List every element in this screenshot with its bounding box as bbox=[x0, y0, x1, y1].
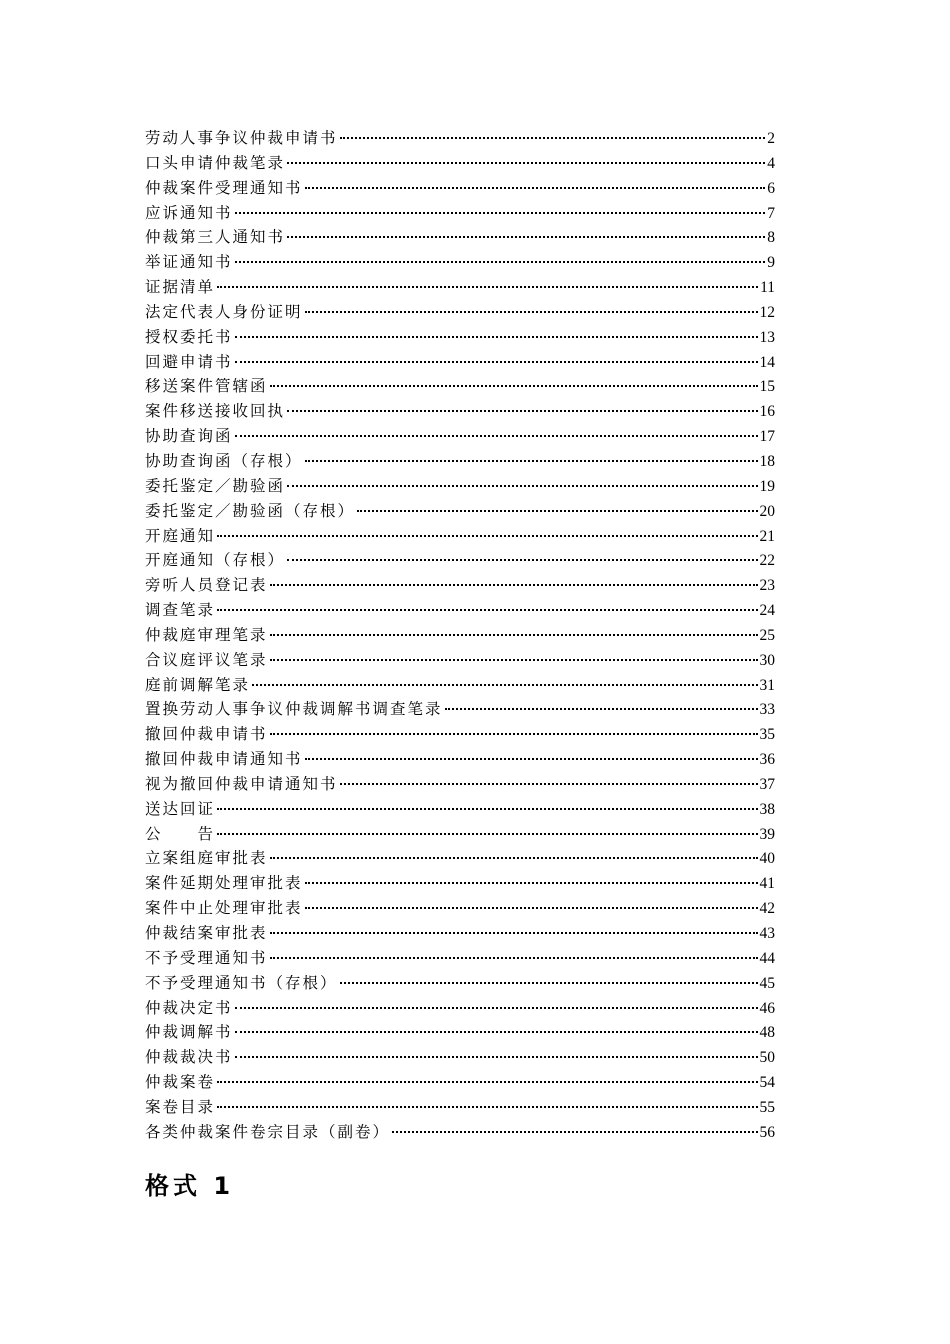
toc-dot-leader bbox=[270, 659, 758, 661]
toc-entry[interactable] bbox=[145, 474, 775, 499]
toc-entry-title: 仲裁案件受理通知书 bbox=[145, 178, 303, 197]
toc-entry[interactable] bbox=[145, 499, 775, 524]
toc-dot-leader bbox=[252, 684, 757, 686]
toc-dot-leader bbox=[392, 1131, 757, 1133]
toc-entry[interactable] bbox=[145, 896, 775, 921]
toc-entry-page-number: 39 bbox=[759, 825, 775, 843]
toc-entry-page-number: 21 bbox=[759, 527, 775, 545]
toc-dot-leader bbox=[305, 460, 758, 462]
toc-dot-leader bbox=[445, 708, 758, 710]
toc-entry[interactable] bbox=[145, 648, 775, 673]
toc-entry-title: 合议庭评议笔录 bbox=[145, 650, 268, 669]
toc-entry[interactable] bbox=[145, 797, 775, 822]
toc-entry-title: 仲裁案卷 bbox=[145, 1073, 216, 1092]
toc-dot-leader bbox=[217, 1106, 757, 1108]
toc-dot-leader bbox=[305, 882, 758, 884]
toc-dot-leader bbox=[270, 584, 758, 586]
toc-entry[interactable] bbox=[145, 1095, 775, 1120]
toc-entry-title: 庭前调解笔录 bbox=[145, 675, 251, 694]
toc-entry-page-number: 41 bbox=[759, 875, 775, 893]
toc-entry-title: 仲裁结案审批表 bbox=[145, 924, 268, 942]
toc-dot-leader bbox=[270, 957, 758, 959]
toc-entry[interactable] bbox=[145, 1020, 775, 1045]
toc-dot-leader bbox=[235, 1007, 758, 1009]
toc-dot-leader bbox=[340, 783, 758, 785]
toc-entry[interactable] bbox=[145, 946, 775, 971]
toc-entry-page-number: 48 bbox=[759, 1024, 775, 1042]
toc-entry-title: 回避申请书 bbox=[145, 352, 233, 371]
toc-entry-page-number: 42 bbox=[759, 900, 775, 918]
toc-entry-title: 调查笔录 bbox=[145, 601, 216, 620]
toc-entry-page-number: 4 bbox=[767, 154, 775, 172]
toc-entry-title: 口头申请仲裁笔录 bbox=[145, 153, 286, 172]
toc-entry-page-number: 14 bbox=[759, 353, 775, 371]
toc-entry-page-number: 46 bbox=[759, 999, 775, 1017]
toc-dot-leader bbox=[287, 236, 765, 238]
toc-entry-title: 劳动人事争议仲裁申请书 bbox=[145, 129, 338, 147]
toc-entry-title: 协助查询函（存根） bbox=[145, 451, 303, 470]
section-heading: 格式 1 bbox=[145, 1172, 235, 1200]
toc-dot-leader bbox=[340, 137, 766, 139]
toc-entry[interactable] bbox=[145, 772, 775, 797]
toc-entry[interactable] bbox=[145, 300, 775, 325]
toc-entry-page-number: 2 bbox=[767, 130, 775, 147]
toc-entry[interactable] bbox=[145, 524, 775, 549]
toc-entry[interactable] bbox=[145, 250, 775, 275]
toc-entry[interactable] bbox=[145, 449, 775, 474]
toc-entry-page-number: 13 bbox=[759, 328, 775, 346]
toc-entry-title: 移送案件管辖函 bbox=[145, 377, 268, 396]
toc-entry-page-number: 6 bbox=[767, 179, 775, 197]
toc-entry-title: 各类仲裁案件卷宗目录（副卷） bbox=[145, 1122, 391, 1141]
toc-dot-leader bbox=[217, 1081, 757, 1083]
toc-entry-title: 开庭通知（存根） bbox=[145, 551, 286, 570]
toc-entry[interactable] bbox=[145, 747, 775, 772]
toc-entry-page-number: 50 bbox=[759, 1049, 775, 1067]
toc-entry[interactable] bbox=[145, 598, 775, 623]
toc-dot-leader bbox=[270, 733, 758, 735]
toc-entry-title: 置换劳动人事争议仲裁调解书调查笔录 bbox=[145, 700, 443, 719]
toc-entry[interactable] bbox=[145, 176, 775, 201]
toc-entry-title: 案件中止处理审批表 bbox=[145, 899, 303, 918]
toc-dot-leader bbox=[287, 162, 765, 164]
toc-entry-title: 仲裁调解书 bbox=[145, 1023, 233, 1042]
toc-entry-page-number: 30 bbox=[759, 651, 775, 669]
toc-dot-leader bbox=[305, 907, 758, 909]
toc-entry-page-number: 35 bbox=[759, 726, 775, 744]
toc-dot-leader bbox=[357, 510, 757, 512]
toc-dot-leader bbox=[217, 535, 757, 537]
toc-entry-page-number: 15 bbox=[759, 378, 775, 396]
toc-entry-page-number: 23 bbox=[759, 577, 775, 595]
toc-dot-leader bbox=[235, 212, 766, 214]
toc-entry[interactable] bbox=[145, 151, 775, 176]
toc-entry-page-number: 19 bbox=[759, 477, 775, 495]
toc-entry[interactable] bbox=[145, 126, 775, 151]
toc-entry-title: 案件移送接收回执 bbox=[145, 402, 286, 421]
toc-entry[interactable] bbox=[145, 871, 775, 896]
toc-entry-title: 开庭通知 bbox=[145, 526, 216, 545]
toc-entry-page-number: 37 bbox=[759, 775, 775, 793]
toc-entry-page-number: 33 bbox=[759, 701, 775, 719]
toc-entry[interactable] bbox=[145, 822, 775, 847]
toc-entry-title: 撤回仲裁申请通知书 bbox=[145, 750, 303, 769]
toc-entry-title: 不予受理通知书 bbox=[145, 948, 268, 967]
toc-entry[interactable] bbox=[145, 350, 775, 375]
toc-entry-page-number: 16 bbox=[759, 403, 775, 421]
toc-entry[interactable] bbox=[145, 325, 775, 350]
toc-entry-title: 法定代表人身份证明 bbox=[145, 302, 303, 321]
toc-entry-title: 公 告 bbox=[145, 824, 216, 843]
toc-entry-title: 仲裁第三人通知书 bbox=[145, 228, 286, 247]
toc-dot-leader bbox=[270, 385, 758, 387]
toc-dot-leader bbox=[305, 187, 766, 189]
toc-dot-leader bbox=[305, 311, 758, 313]
toc-entry-title: 协助查询函 bbox=[145, 427, 233, 446]
toc-entry-page-number: 8 bbox=[767, 229, 775, 247]
toc-dot-leader bbox=[270, 857, 758, 859]
toc-entry-page-number: 36 bbox=[759, 751, 775, 769]
toc-entry-title: 授权委托书 bbox=[145, 327, 233, 346]
toc-dot-leader bbox=[217, 808, 757, 810]
toc-entry-page-number: 43 bbox=[759, 925, 775, 942]
toc-entry[interactable] bbox=[145, 1045, 775, 1070]
toc-entry-title: 委托鉴定／勘验函（存根） bbox=[145, 501, 356, 520]
toc-entry-title: 委托鉴定／勘验函 bbox=[145, 476, 286, 495]
table-of-contents bbox=[145, 126, 775, 1145]
toc-entry[interactable] bbox=[145, 1120, 775, 1145]
toc-entry-title: 不予受理通知书（存根） bbox=[145, 973, 338, 992]
toc-entry-title: 案件延期处理审批表 bbox=[145, 874, 303, 893]
toc-entry-page-number: 22 bbox=[759, 552, 775, 570]
toc-entry-page-number: 54 bbox=[759, 1074, 775, 1092]
toc-entry-page-number: 18 bbox=[759, 452, 775, 470]
toc-dot-leader bbox=[340, 982, 758, 984]
toc-entry[interactable] bbox=[145, 996, 775, 1021]
toc-entry[interactable] bbox=[145, 275, 775, 300]
toc-dot-leader bbox=[217, 286, 758, 288]
toc-entry-title: 撤回仲裁申请书 bbox=[145, 725, 268, 744]
toc-entry-page-number: 17 bbox=[759, 428, 775, 446]
toc-entry[interactable] bbox=[145, 623, 775, 648]
toc-entry-title: 视为撤回仲裁申请通知书 bbox=[145, 774, 338, 793]
toc-entry-page-number: 24 bbox=[759, 602, 775, 620]
toc-entry[interactable] bbox=[145, 201, 775, 226]
toc-entry[interactable] bbox=[145, 399, 775, 424]
toc-dot-leader bbox=[235, 1031, 758, 1033]
toc-entry[interactable] bbox=[145, 971, 775, 996]
toc-entry-page-number: 55 bbox=[759, 1098, 775, 1116]
toc-entry-page-number: 56 bbox=[759, 1123, 775, 1141]
toc-entry-title: 立案组庭审批表 bbox=[145, 849, 268, 868]
toc-entry-title: 证据清单 bbox=[145, 278, 216, 297]
toc-entry-page-number: 31 bbox=[759, 676, 775, 694]
toc-entry-page-number: 11 bbox=[760, 279, 775, 297]
toc-entry[interactable] bbox=[145, 722, 775, 747]
toc-entry-page-number: 44 bbox=[759, 949, 775, 967]
toc-dot-leader bbox=[270, 932, 758, 934]
toc-entry[interactable] bbox=[145, 374, 775, 399]
toc-entry-page-number: 7 bbox=[767, 204, 775, 222]
toc-entry[interactable] bbox=[145, 697, 775, 722]
toc-entry-page-number: 12 bbox=[759, 303, 775, 321]
toc-dot-leader bbox=[305, 758, 758, 760]
toc-entry[interactable] bbox=[145, 225, 775, 250]
toc-dot-leader bbox=[287, 485, 757, 487]
toc-dot-leader bbox=[235, 361, 758, 363]
toc-entry[interactable] bbox=[145, 1070, 775, 1095]
toc-entry-page-number: 45 bbox=[759, 974, 775, 992]
toc-entry-page-number: 38 bbox=[759, 800, 775, 818]
toc-dot-leader bbox=[217, 609, 757, 611]
toc-entry[interactable] bbox=[145, 921, 775, 946]
toc-entry[interactable] bbox=[145, 846, 775, 871]
toc-entry[interactable] bbox=[145, 673, 775, 698]
toc-entry-page-number: 25 bbox=[759, 626, 775, 644]
toc-entry-title: 案卷目录 bbox=[145, 1097, 216, 1116]
toc-entry[interactable] bbox=[145, 424, 775, 449]
toc-entry-title: 仲裁裁决书 bbox=[145, 1048, 233, 1067]
toc-dot-leader bbox=[270, 634, 758, 636]
toc-entry-title: 仲裁庭审理笔录 bbox=[145, 625, 268, 644]
toc-entry-title: 仲裁决定书 bbox=[145, 998, 233, 1017]
toc-entry-page-number: 20 bbox=[759, 502, 775, 520]
toc-entry-title: 旁听人员登记表 bbox=[145, 576, 268, 595]
toc-dot-leader bbox=[235, 261, 766, 263]
toc-entry-page-number: 40 bbox=[759, 850, 775, 868]
toc-dot-leader bbox=[217, 833, 757, 835]
toc-dot-leader bbox=[287, 410, 757, 412]
toc-dot-leader bbox=[287, 559, 757, 561]
toc-dot-leader bbox=[235, 435, 758, 437]
toc-entry[interactable] bbox=[145, 573, 775, 598]
toc-entry-title: 送达回证 bbox=[145, 799, 216, 818]
toc-entry-title: 应诉通知书 bbox=[145, 203, 233, 222]
toc-entry-title: 举证通知书 bbox=[145, 253, 233, 272]
toc-entry[interactable] bbox=[145, 548, 775, 573]
toc-dot-leader bbox=[235, 1056, 758, 1058]
toc-dot-leader bbox=[235, 336, 758, 338]
toc-entry-page-number: 9 bbox=[767, 254, 775, 272]
